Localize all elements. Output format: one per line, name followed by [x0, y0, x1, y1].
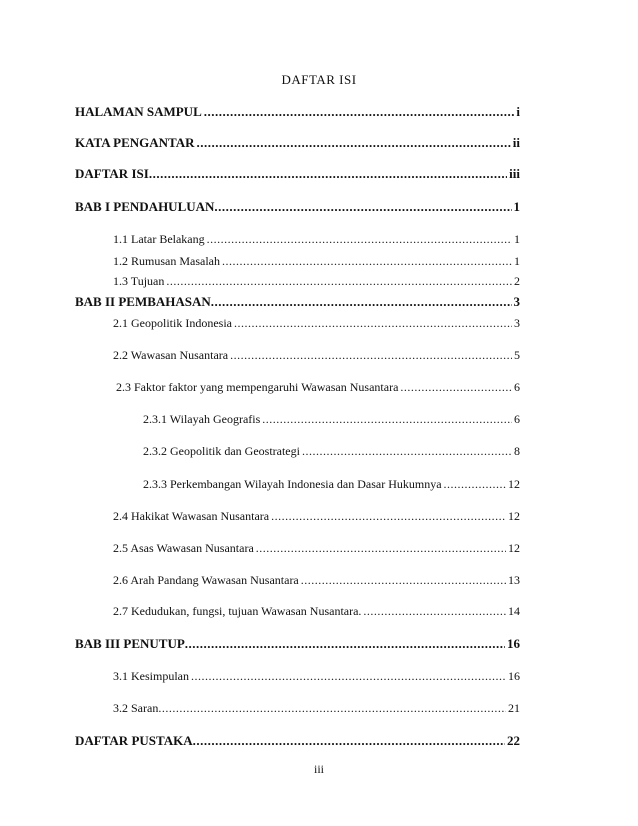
dot-leader [262, 412, 512, 427]
toc-entry-label: 2.3.2 Geopolitik dan Geostrategi [143, 444, 300, 458]
toc-entry-label: BAB III PENUTUP [75, 636, 185, 651]
toc-entry-label: 2.3.3 Perkembangan Wilayah Indonesia dan Dasar Hukumnya [143, 477, 442, 491]
toc-entry-2-2 [113, 348, 520, 363]
toc-entry-bab-2 [75, 294, 520, 310]
dot-leader [211, 294, 512, 310]
toc-entry-bab-3 [75, 636, 520, 652]
dot-leader [230, 348, 512, 363]
dot-leader [204, 104, 515, 120]
toc-entry-page: 6 [514, 380, 520, 394]
toc-entry-label: BAB II PEMBAHASAN [75, 294, 211, 309]
dot-leader [214, 199, 511, 215]
dot-leader [256, 541, 506, 556]
dot-leader [444, 477, 506, 492]
toc-entry-page: 3 [513, 294, 520, 309]
toc-entry-2-3-2 [143, 444, 520, 459]
toc-entry-daftar-pustaka [75, 733, 520, 749]
toc-entry-label: 3.2 Saran [113, 701, 159, 715]
dot-leader [166, 274, 512, 289]
dot-leader [302, 444, 512, 459]
toc-entry-page: 5 [514, 348, 520, 362]
dot-leader [191, 669, 506, 684]
dot-leader [207, 232, 512, 247]
toc-entry-label: KATA PENGANTAR [75, 135, 195, 150]
toc-entry-page: 1 [514, 254, 520, 268]
toc-entry-label: 2.1 Geopolitik Indonesia [113, 316, 232, 330]
toc-entry-2-6 [113, 573, 520, 588]
toc-entry-2-5 [113, 541, 520, 556]
toc-entry-label: 2.3.1 Wilayah Geografis [143, 412, 261, 426]
toc-entry-label: 2.4 Hakikat Wawasan Nusantara [113, 509, 270, 523]
toc-entry-label: 3.1 Kesimpulan [113, 669, 189, 683]
toc-entry-label: 2.3 Faktor faktor yang mempengaruhi Wawasan Nusantara [116, 380, 399, 394]
toc-entry-2-7 [113, 604, 520, 619]
toc-entry-3-2 [113, 701, 520, 716]
toc-entry-2-1 [113, 316, 520, 331]
toc-entry-page: 16 [508, 669, 520, 683]
toc-entry-page: 13 [508, 573, 520, 587]
toc-entry-label: BAB I PENDAHULUAN [75, 199, 215, 214]
toc-entry-label: DAFTAR PUSTAKA [75, 733, 193, 748]
toc-entry-halaman-sampul [75, 104, 520, 120]
toc-entry-page: 22 [507, 733, 520, 748]
toc-entry-page: ii [512, 135, 520, 150]
toc-entry-page: 16 [507, 636, 520, 651]
toc-entry-2-3-1 [143, 412, 520, 427]
dot-leader [301, 573, 506, 588]
toc-entry-label: 2.2 Wawasan Nusantara [113, 348, 229, 362]
dot-leader [193, 733, 505, 749]
dot-leader [149, 166, 507, 182]
toc-entry-page: 6 [514, 412, 520, 426]
toc-entry-page: 3 [514, 316, 520, 330]
toc-entry-page: 8 [514, 444, 520, 458]
dot-leader [400, 380, 512, 395]
toc-entry-label: 2.5 Asas Wawasan Nusantara [113, 541, 254, 555]
toc-entry-page: 1 [513, 199, 520, 214]
toc-entry-page: 12 [508, 477, 520, 491]
page-number: iii [313, 762, 324, 776]
toc-entry-page: 21 [508, 701, 520, 715]
dot-leader [363, 604, 506, 619]
toc-entry-label: 2.7 Kedudukan, fungsi, tujuan Wawasan Nusantara. [113, 604, 362, 618]
toc-entry-label: 2.6 Arah Pandang Wawasan Nusantara [113, 573, 299, 587]
toc-entry-label: 1.2 Rumusan Masalah [113, 254, 220, 268]
toc-entry-2-3 [116, 380, 520, 395]
toc-entry-daftar-isi [75, 166, 520, 182]
page-title: DAFTAR ISI [281, 72, 357, 87]
toc-entry-label: 1.1 Latar Belakang [113, 232, 205, 246]
toc-entry-label: 1.3 Tujuan [113, 274, 165, 288]
toc-entry-bab-1 [75, 199, 520, 215]
toc-entry-kata-pengantar [75, 135, 520, 151]
dot-leader [234, 316, 512, 331]
toc-entry-label: HALAMAN SAMPUL [75, 104, 202, 119]
dot-leader [185, 636, 505, 652]
toc-entry-label: DAFTAR ISI [75, 166, 149, 181]
toc-entry-page: 1 [514, 232, 520, 246]
toc-entry-page: iii [509, 166, 520, 181]
toc-entry-page: 14 [508, 604, 520, 618]
toc-entry-page: 2 [514, 274, 520, 288]
toc-entry-page: i [516, 104, 520, 119]
dot-leader [197, 135, 511, 151]
toc-entry-3-1 [113, 669, 520, 684]
toc-entry-1-2 [113, 254, 520, 269]
toc-entry-1-1 [113, 232, 520, 247]
toc-entry-page: 12 [508, 509, 520, 523]
dot-leader [222, 254, 512, 269]
dot-leader [271, 509, 506, 524]
dot-leader [158, 701, 506, 716]
toc-entry-page: 12 [508, 541, 520, 555]
toc-entry-2-4 [113, 509, 520, 524]
toc-entry-2-3-3 [143, 477, 520, 492]
toc-entry-1-3 [113, 274, 520, 289]
